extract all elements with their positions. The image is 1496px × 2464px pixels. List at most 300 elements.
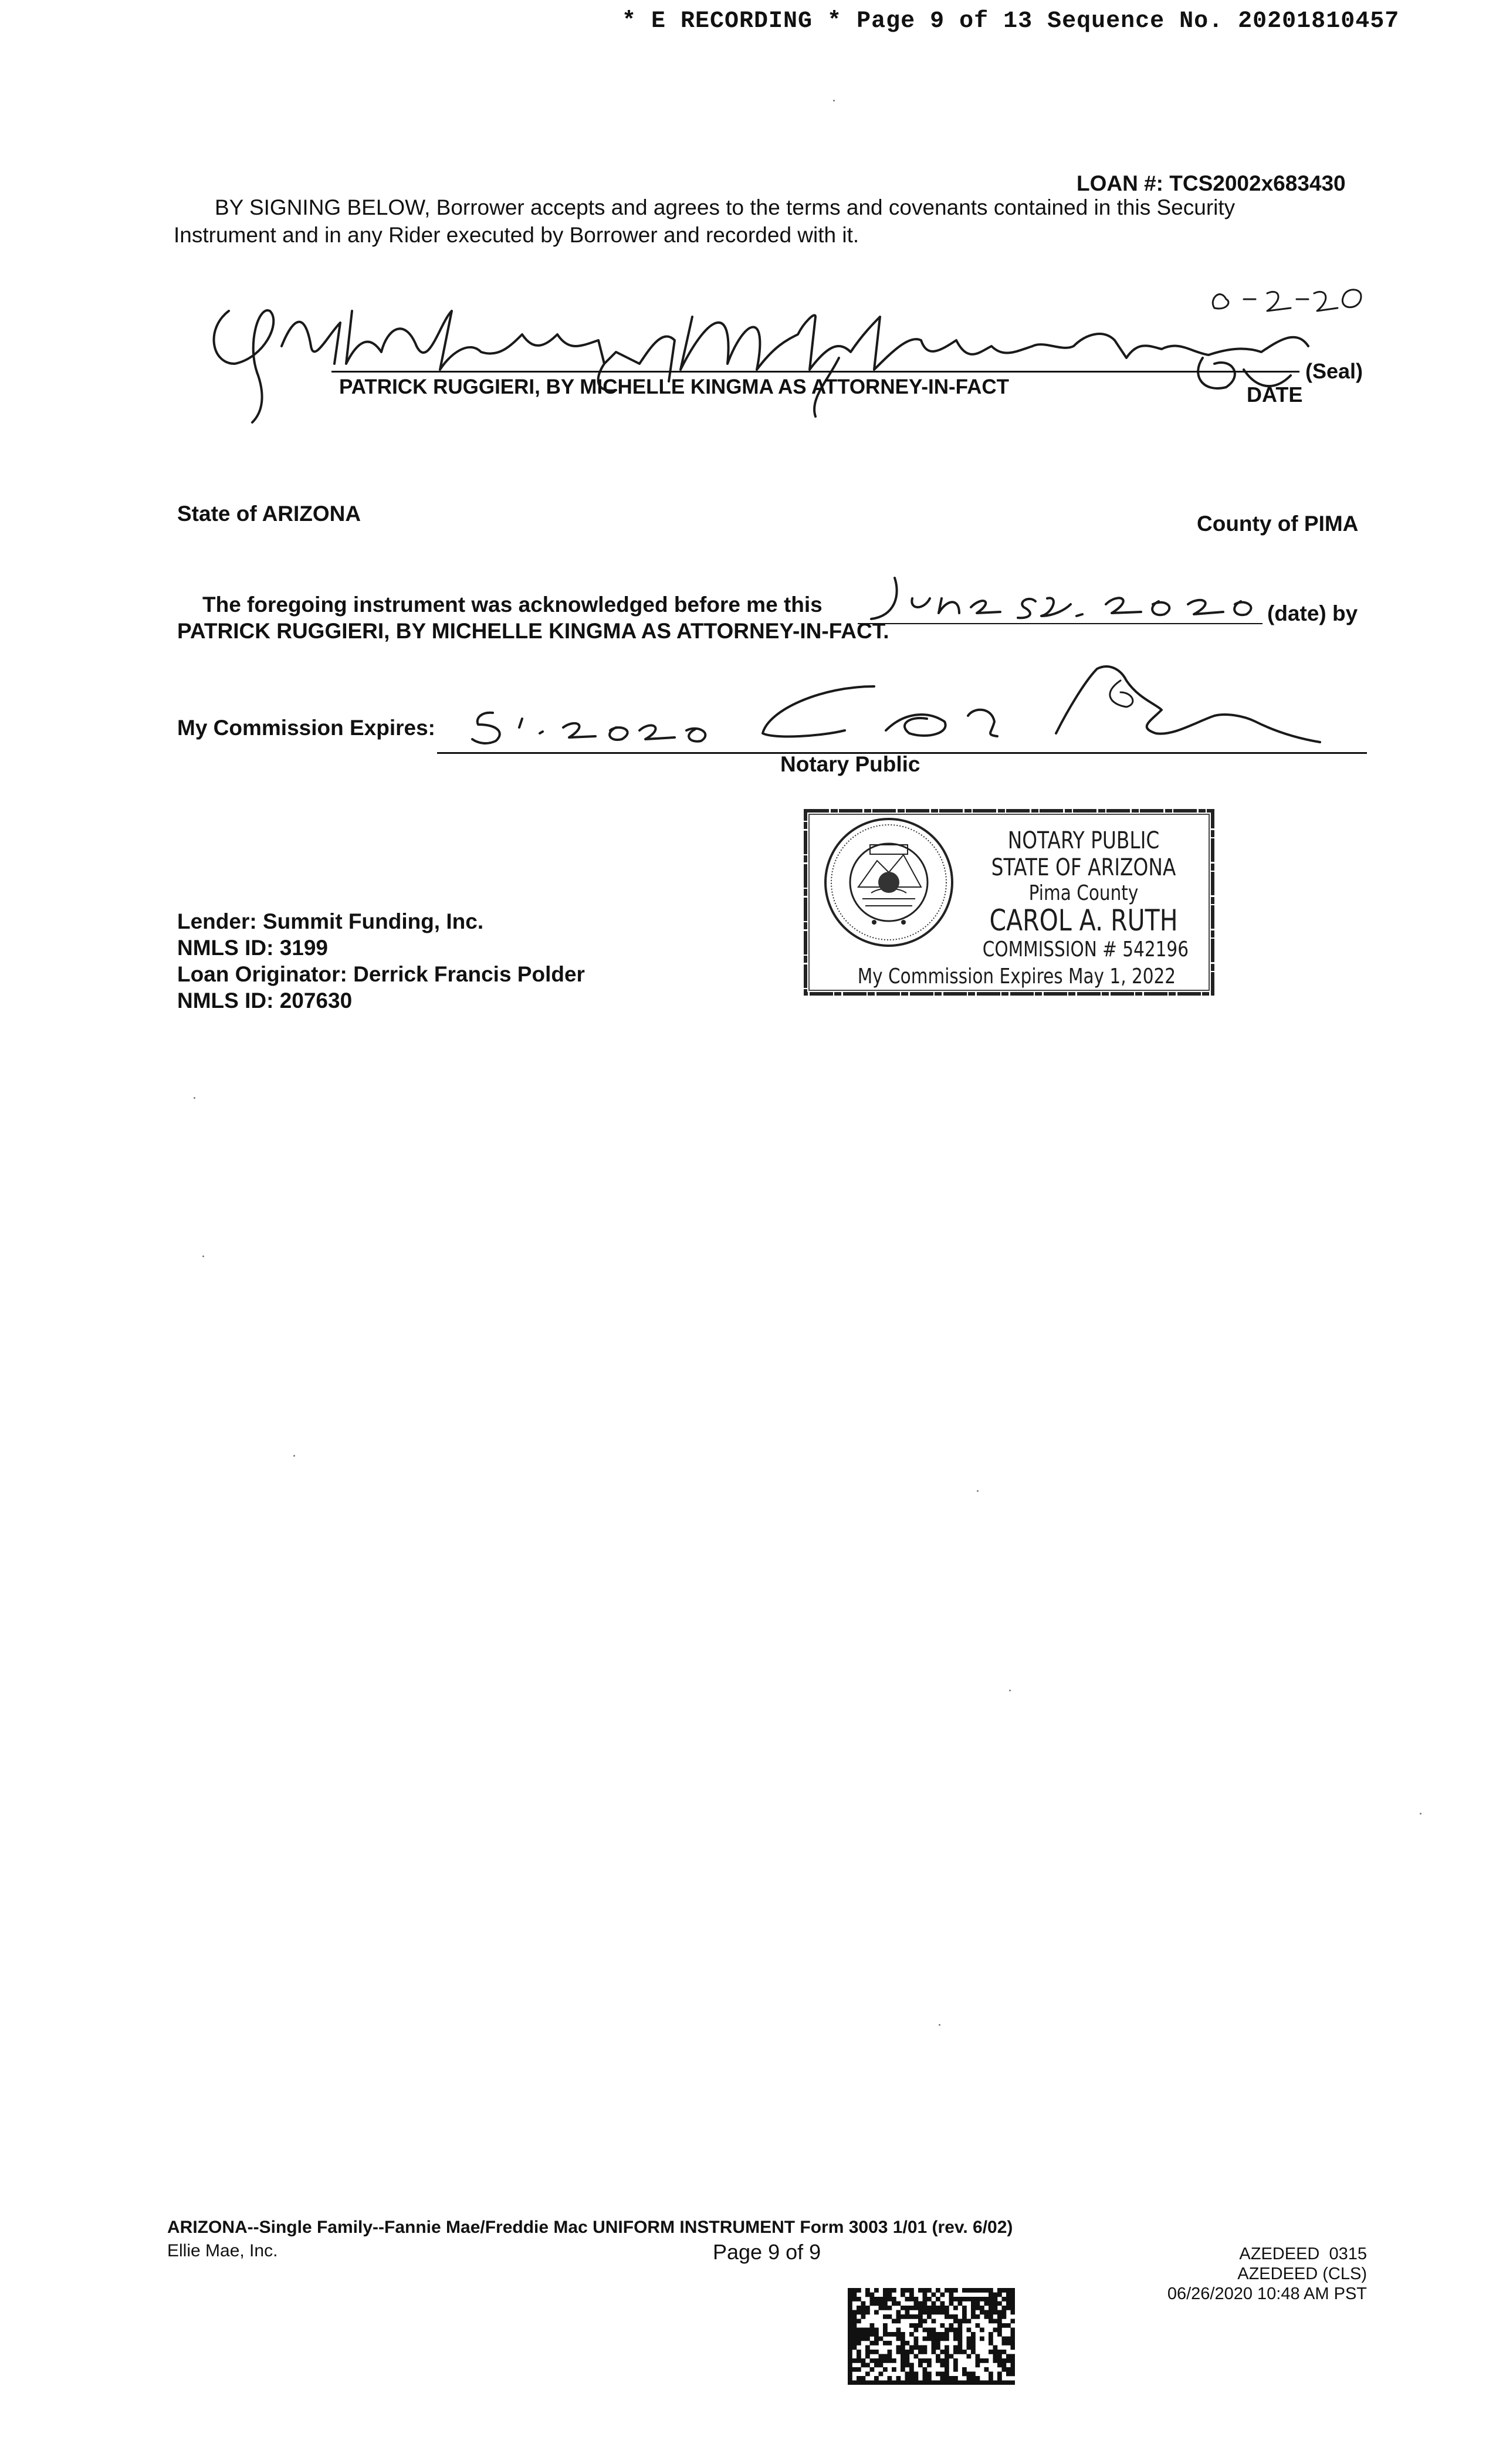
barcode-module [857, 2381, 861, 2385]
barcode-module [976, 2323, 980, 2328]
barcode-module [1011, 2332, 1016, 2337]
barcode-module [857, 2328, 861, 2333]
handwritten-commission-date [463, 701, 722, 751]
borrower-signature [194, 276, 1426, 440]
barcode-module [923, 2306, 928, 2310]
barcode-module [993, 2345, 998, 2350]
barcode-module [883, 2323, 888, 2328]
barcode-module [1002, 2323, 1007, 2328]
scan-speck [1420, 1813, 1421, 1815]
barcode-module [927, 2332, 932, 2337]
barcode-module [857, 2306, 861, 2310]
barcode-module [1006, 2358, 1011, 2363]
barcode-module [1006, 2323, 1011, 2328]
barcode-module [914, 2337, 919, 2341]
barcode-module [971, 2310, 976, 2315]
barcode-module [936, 2354, 940, 2359]
barcode-module [1011, 2297, 1016, 2301]
barcode-module [909, 2288, 914, 2293]
barcode-module [865, 2328, 870, 2333]
barcode-module [980, 2328, 984, 2333]
barcode-module [967, 2341, 972, 2345]
barcode-module [1006, 2306, 1011, 2310]
barcode-module [940, 2332, 945, 2337]
barcode-module [879, 2297, 884, 2301]
barcode-module [1002, 2337, 1007, 2341]
barcode-module [861, 2306, 866, 2310]
barcode-module [997, 2381, 1002, 2385]
barcode-module [865, 2337, 870, 2341]
barcode-module [932, 2381, 936, 2385]
barcode-module [993, 2297, 998, 2301]
barcode-module [993, 2381, 998, 2385]
barcode-module [949, 2323, 954, 2328]
barcode-module [976, 2358, 980, 2363]
barcode-module [1006, 2297, 1011, 2301]
barcode-module [958, 2341, 963, 2345]
barcode-module [932, 2293, 936, 2297]
barcode-module [865, 2350, 870, 2354]
barcode-module [927, 2310, 932, 2315]
barcode-module [848, 2358, 852, 2363]
barcode-module [865, 2332, 870, 2337]
barcode-module [874, 2381, 879, 2385]
stamp-expires: My Commission Expires May 1, 2022 [857, 964, 1176, 989]
barcode-module [953, 2345, 958, 2350]
barcode-module [967, 2376, 972, 2381]
barcode-module [918, 2301, 923, 2306]
barcode-module [1006, 2354, 1011, 2359]
barcode-module [865, 2363, 870, 2368]
barcode-module [865, 2354, 870, 2359]
barcode-module [870, 2358, 875, 2363]
barcode-module [857, 2297, 861, 2301]
barcode-module [997, 2363, 1002, 2368]
barcode-module [984, 2288, 989, 2293]
barcode-module [997, 2332, 1002, 2337]
barcode-module [1006, 2293, 1011, 2297]
barcode-module [857, 2337, 861, 2341]
barcode-module [909, 2332, 914, 2337]
barcode-module [905, 2376, 910, 2381]
barcode-module [848, 2341, 852, 2345]
barcode-module [888, 2297, 892, 2301]
barcode-module [927, 2314, 932, 2319]
barcode-module [997, 2288, 1002, 2293]
barcode-module [852, 2319, 857, 2324]
barcode-module [962, 2367, 967, 2372]
barcode-module [905, 2341, 910, 2345]
barcode-module [914, 2341, 919, 2345]
barcode-module [896, 2350, 901, 2354]
barcode-module [940, 2372, 945, 2377]
acknowledgment-line1: The foregoing instrument was acknowledged before me this [202, 593, 823, 617]
barcode-module [949, 2301, 954, 2306]
barcode-module [848, 2323, 852, 2328]
barcode-module [918, 2345, 923, 2350]
barcode-module [967, 2297, 972, 2301]
barcode-module [901, 2306, 905, 2310]
barcode-module [892, 2301, 896, 2306]
barcode-module [953, 2381, 958, 2385]
barcode-module [971, 2337, 976, 2341]
barcode-module [865, 2288, 870, 2293]
barcode-module [861, 2376, 866, 2381]
barcode-module [1011, 2328, 1016, 2333]
barcode-module [923, 2297, 928, 2301]
barcode-module [967, 2345, 972, 2350]
barcode-module [870, 2367, 875, 2372]
barcode-module [989, 2341, 993, 2345]
loan-originator: Loan Originator: Derrick Francis Polder [177, 962, 585, 986]
barcode-module [980, 2358, 984, 2363]
barcode-module [852, 2341, 857, 2345]
barcode-module [997, 2323, 1002, 2328]
barcode-module [879, 2354, 884, 2359]
barcode-module [997, 2350, 1002, 2354]
barcode-module [909, 2293, 914, 2297]
barcode-module [971, 2306, 976, 2310]
barcode-module [909, 2314, 914, 2319]
barcode-module [896, 2328, 901, 2333]
barcode-module [852, 2367, 857, 2372]
signing-statement-line1: BY SIGNING BELOW, Borrower accepts and agrees to the terms and covenants contained in this Security [215, 195, 1236, 219]
barcode-module [945, 2332, 949, 2337]
barcode-module [914, 2301, 919, 2306]
barcode-module [976, 2306, 980, 2310]
barcode-module [980, 2310, 984, 2315]
barcode-module [1002, 2350, 1007, 2354]
barcode-module [905, 2381, 910, 2385]
barcode-module [1002, 2341, 1007, 2345]
barcode-module [949, 2376, 954, 2381]
barcode-module [927, 2337, 932, 2341]
barcode-module [892, 2319, 896, 2324]
barcode-module [914, 2328, 919, 2333]
barcode-module [993, 2328, 998, 2333]
barcode-module [905, 2306, 910, 2310]
barcode-module [883, 2297, 888, 2301]
barcode-module [958, 2350, 963, 2354]
barcode-module [905, 2358, 910, 2363]
footer-timestamp: 06/26/2020 10:48 AM PST [1167, 2284, 1367, 2303]
barcode-module [883, 2367, 888, 2372]
acknowledgment-line2: PATRICK RUGGIERI, BY MICHELLE KINGMA AS ATTORNEY-IN-FACT. [177, 619, 889, 643]
barcode-module [909, 2367, 914, 2372]
barcode-module [993, 2354, 998, 2359]
barcode-module [870, 2323, 875, 2328]
barcode-module [949, 2328, 954, 2333]
barcode-module [967, 2337, 972, 2341]
barcode-module [971, 2341, 976, 2345]
barcode-module [879, 2306, 884, 2310]
barcode-module [905, 2314, 910, 2319]
barcode-module [971, 2332, 976, 2337]
barcode-module [865, 2306, 870, 2310]
barcode-module [962, 2288, 967, 2293]
barcode-module [997, 2301, 1002, 2306]
barcode-module [945, 2314, 949, 2319]
barcode-module [993, 2306, 998, 2310]
barcode-module [914, 2381, 919, 2385]
barcode-module [967, 2354, 972, 2359]
barcode-module [865, 2372, 870, 2377]
barcode-module [918, 2323, 923, 2328]
handwritten-ack-date [859, 572, 1264, 628]
barcode-module [861, 2328, 866, 2333]
barcode-module [1011, 2381, 1016, 2385]
barcode-module [852, 2293, 857, 2297]
barcode-module [1002, 2367, 1007, 2372]
loan-number: LOAN #: TCS2002x683430 [1077, 171, 1346, 195]
barcode-module [848, 2337, 852, 2341]
barcode-module [888, 2332, 892, 2337]
barcode-module [848, 2293, 852, 2297]
barcode-module [997, 2314, 1002, 2319]
barcode-module [909, 2345, 914, 2350]
barcode-module [852, 2288, 857, 2293]
barcode-module [953, 2314, 958, 2319]
scan-speck [939, 2024, 940, 2026]
barcode-module [874, 2350, 879, 2354]
barcode-module [870, 2350, 875, 2354]
barcode-module [874, 2332, 879, 2337]
barcode-module [940, 2306, 945, 2310]
barcode-module [848, 2345, 852, 2350]
barcode-module [901, 2288, 905, 2293]
barcode-module [997, 2293, 1002, 2297]
barcode-module [971, 2381, 976, 2385]
barcode-module [852, 2345, 857, 2350]
barcode-module [953, 2319, 958, 2324]
barcode-module [918, 2350, 923, 2354]
barcode-module [883, 2293, 888, 2297]
barcode-module [962, 2381, 967, 2385]
barcode-module [932, 2306, 936, 2310]
barcode-module [923, 2288, 928, 2293]
notary-public-label: Notary Public [780, 752, 920, 776]
barcode-module [923, 2301, 928, 2306]
barcode-module [848, 2372, 852, 2377]
barcode-module [874, 2363, 879, 2368]
barcode-module [857, 2367, 861, 2372]
barcode-module [874, 2376, 879, 2381]
barcode-module [945, 2354, 949, 2359]
barcode-module [848, 2301, 852, 2306]
barcode-module [945, 2310, 949, 2315]
barcode-module [852, 2314, 857, 2319]
barcode-module [967, 2319, 972, 2324]
barcode-module [905, 2297, 910, 2301]
barcode-module [848, 2328, 852, 2333]
barcode-module [940, 2376, 945, 2381]
barcode-module [945, 2372, 949, 2377]
date-label: DATE [1247, 383, 1303, 407]
barcode-module [888, 2358, 892, 2363]
barcode-module [901, 2314, 905, 2319]
barcode-module [962, 2297, 967, 2301]
barcode-module [953, 2358, 958, 2363]
originator-nmls: NMLS ID: 207630 [177, 989, 353, 1013]
barcode-module [953, 2350, 958, 2354]
barcode-module [989, 2301, 993, 2306]
barcode-module [874, 2301, 879, 2306]
barcode-module [879, 2381, 884, 2385]
barcode-module [892, 2297, 896, 2301]
barcode-module [962, 2306, 967, 2310]
barcode-module [1011, 2341, 1016, 2345]
barcode-module [927, 2363, 932, 2368]
barcode-module [976, 2376, 980, 2381]
barcode-module [927, 2358, 932, 2363]
barcode-module [905, 2354, 910, 2359]
barcode-module [1011, 2288, 1016, 2293]
barcode-module [883, 2341, 888, 2345]
barcode-module [1006, 2301, 1011, 2306]
barcode-module [997, 2354, 1002, 2359]
barcode-module [909, 2381, 914, 2385]
barcode-module [848, 2367, 852, 2372]
barcode-module [883, 2358, 888, 2363]
barcode-module [901, 2350, 905, 2354]
barcode-module [874, 2328, 879, 2333]
barcode-module [861, 2337, 866, 2341]
barcode-module [901, 2345, 905, 2350]
barcode-module [976, 2288, 980, 2293]
barcode-module [892, 2358, 896, 2363]
barcode-module [993, 2310, 998, 2315]
barcode-module [888, 2381, 892, 2385]
barcode-module [976, 2314, 980, 2319]
barcode-module [936, 2288, 940, 2293]
barcode-module [940, 2350, 945, 2354]
barcode-module [848, 2310, 852, 2315]
barcode-module [896, 2337, 901, 2341]
barcode-module [848, 2354, 852, 2359]
barcode-module [932, 2337, 936, 2341]
barcode-module [997, 2358, 1002, 2363]
arizona-seal-icon [825, 819, 952, 946]
barcode-module [967, 2381, 972, 2385]
barcode-module [993, 2293, 998, 2297]
barcode-module [945, 2345, 949, 2350]
barcode-module [861, 2332, 866, 2337]
barcode-module [918, 2310, 923, 2315]
barcode-module [848, 2332, 852, 2337]
barcode-module [945, 2328, 949, 2333]
ack-date-blank [858, 623, 1263, 624]
barcode-module [874, 2341, 879, 2345]
barcode-module [997, 2310, 1002, 2315]
barcode-module [857, 2310, 861, 2315]
barcode-module [852, 2337, 857, 2341]
barcode-module [958, 2328, 963, 2333]
barcode-module [971, 2301, 976, 2306]
barcode-module [984, 2314, 989, 2319]
barcode-module [989, 2288, 993, 2293]
barcode-module [909, 2297, 914, 2301]
barcode-module [923, 2372, 928, 2377]
barcode-module [870, 2301, 875, 2306]
barcode-module [1011, 2354, 1016, 2359]
barcode-module [940, 2358, 945, 2363]
barcode-module [1006, 2367, 1011, 2372]
barcode-module [1011, 2310, 1016, 2315]
barcode-module [932, 2319, 936, 2324]
barcode-module [914, 2323, 919, 2328]
notary-stamp [801, 805, 1217, 999]
barcode-module [901, 2337, 905, 2341]
barcode-module [909, 2376, 914, 2381]
barcode-module [857, 2332, 861, 2337]
barcode-module [848, 2297, 852, 2301]
barcode-module [892, 2367, 896, 2372]
barcode-module [865, 2345, 870, 2350]
barcode-module [901, 2367, 905, 2372]
barcode-module [909, 2372, 914, 2377]
barcode-module [905, 2363, 910, 2368]
barcode-module [865, 2293, 870, 2297]
barcode-module [896, 2301, 901, 2306]
barcode-module [883, 2354, 888, 2359]
footer-code1: AZEDEED 0315 [1239, 2245, 1367, 2263]
barcode-module [870, 2381, 875, 2385]
barcode-module [927, 2372, 932, 2377]
barcode-module [953, 2376, 958, 2381]
footer-code2: AZEDEED (CLS) [1237, 2265, 1367, 2283]
barcode-module [940, 2337, 945, 2341]
barcode-module [888, 2341, 892, 2345]
barcode-module [923, 2337, 928, 2341]
barcode-module [984, 2297, 989, 2301]
barcode-module [918, 2306, 923, 2310]
barcode-module [914, 2354, 919, 2359]
barcode-module [918, 2319, 923, 2324]
barcode-module [932, 2345, 936, 2350]
signature-line [331, 371, 1299, 373]
barcode-module [874, 2358, 879, 2363]
barcode-module [896, 2381, 901, 2385]
barcode-module [1011, 2367, 1016, 2372]
barcode-module [980, 2288, 984, 2293]
barcode-module [927, 2306, 932, 2310]
signer-name: PATRICK RUGGIERI, BY MICHELLE KINGMA AS ATTORNEY-IN-FACT [339, 375, 1010, 398]
barcode-module [901, 2293, 905, 2297]
barcode-module [852, 2328, 857, 2333]
barcode-module [989, 2381, 993, 2385]
barcode-module [997, 2328, 1002, 2333]
barcode-module [945, 2376, 949, 2381]
barcode-module [967, 2372, 972, 2377]
barcode-module [989, 2297, 993, 2301]
recording-header: * E RECORDING * Page 9 of 13 Sequence No. 20201810457 [622, 8, 1400, 35]
barcode-module [852, 2381, 857, 2385]
barcode-module [857, 2358, 861, 2363]
barcode-module [879, 2301, 884, 2306]
barcode-module [909, 2306, 914, 2310]
barcode-module [927, 2381, 932, 2385]
barcode-module [945, 2358, 949, 2363]
barcode-module [1011, 2293, 1016, 2297]
stamp-county: Pima County [1028, 881, 1139, 905]
barcode-module [901, 2332, 905, 2337]
barcode-module [861, 2381, 866, 2385]
seal-label: (Seal) [1305, 359, 1363, 383]
barcode-module [901, 2381, 905, 2385]
barcode-module [958, 2323, 963, 2328]
barcode-module [971, 2372, 976, 2377]
barcode-module [1011, 2319, 1016, 2324]
